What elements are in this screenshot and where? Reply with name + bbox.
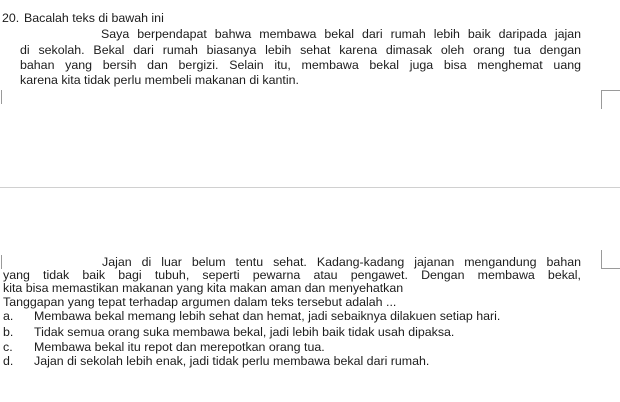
option-text: Tidak semua orang suka membawa bekal, jadi lebih baik tidak usah dipaksa. (34, 325, 455, 339)
question-instruction: Tanggapan yang tepat terhadap argumen dalam teks tersebut adalah ... (3, 295, 397, 309)
question-number: 20. (2, 11, 20, 25)
option-letter: a. (3, 309, 14, 323)
question-prompt: Bacalah teks di bawah ini (24, 11, 164, 25)
frame-corner (601, 250, 620, 269)
frame-corner (601, 90, 620, 109)
option-text: Membawa bekal itu repot dan merepotkan orang tua. (34, 340, 325, 354)
passage-top-line: karena kita tidak perlu membeli makanan di kantin. (20, 73, 299, 87)
option-text: Membawa bekal memang lebih sehat dan hemat, jadi sebaiknya dilakuen setiap hari. (34, 309, 501, 323)
option-text: Jajan di sekolah lebih enak, jadi tidak perlu membawa bekal dari rumah. (34, 354, 430, 368)
frame-mark (1, 90, 2, 104)
passage-top-line: Saya berpendapat bahwa membawa bekal dari rumah lebih baik daripada jajan (101, 27, 581, 41)
frame-mark (1, 255, 2, 269)
passage-top-line: bahan yang bersih dan bergizi. Selain itu, membawa bekal juga bisa menghemat uang (20, 58, 581, 72)
option-letter: c. (3, 340, 13, 354)
passage-bottom-line: kita bisa memastikan makanan yang kita makan aman dan menyehatkan (3, 281, 404, 295)
option-letter: d. (3, 354, 14, 368)
passage-top-line: di sekolah. Bekal dari rumah biasanya lebih sehat karena dimasak oleh orang tua dengan (20, 43, 581, 57)
page-divider (0, 187, 620, 188)
passage-bottom-line: yang tidak baik bagi tubuh, seperti pewarna atau pengawet. Dengan membawa bekal, (3, 268, 581, 282)
option-letter: b. (3, 325, 14, 339)
passage-bottom-line: Jajan di luar belum tentu sehat. Kadang-kadang jajanan mengandung bahan (102, 255, 581, 269)
